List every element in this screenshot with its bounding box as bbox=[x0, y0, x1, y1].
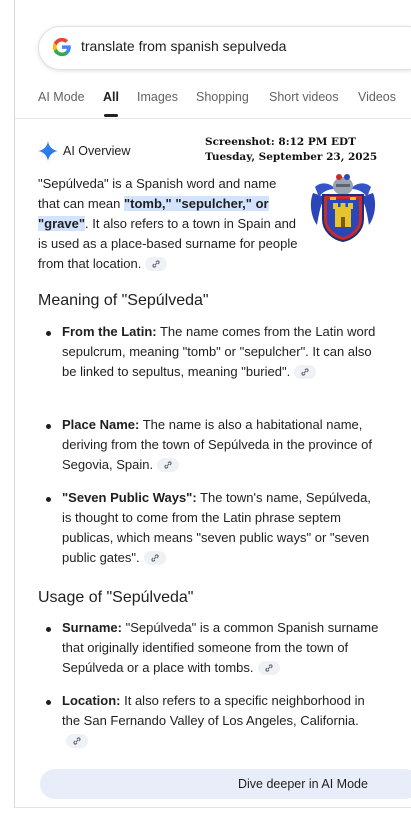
section-heading-usage: Usage of "Sepúlveda" bbox=[38, 589, 194, 606]
dive-deeper-button[interactable] bbox=[40, 769, 411, 799]
list-item bbox=[62, 618, 382, 678]
source-link-chip[interactable] bbox=[294, 365, 316, 379]
tab-images[interactable]: Images bbox=[137, 90, 178, 104]
list-item bbox=[62, 415, 382, 475]
tab-shopping[interactable]: Shopping bbox=[196, 90, 249, 104]
ai-overview-intro bbox=[38, 174, 300, 274]
bullet-dot bbox=[46, 627, 51, 632]
list-item-term: "Seven Public Ways": bbox=[62, 490, 197, 505]
intro-text-end: . It also refers to a town in Spain and is used as a place-based surname for people from that location. bbox=[38, 216, 298, 271]
list-item bbox=[62, 691, 382, 751]
tab-all[interactable]: All bbox=[103, 90, 119, 104]
bullet-dot bbox=[46, 497, 51, 502]
bullet-dot bbox=[46, 700, 51, 705]
link-icon bbox=[300, 367, 310, 377]
list-item bbox=[62, 322, 382, 382]
dive-deeper-label: Dive deeper in AI Mode bbox=[238, 777, 368, 791]
link-icon bbox=[264, 663, 274, 673]
list-item bbox=[62, 488, 382, 568]
tab-short-videos[interactable]: Short videos bbox=[269, 90, 339, 104]
ai-sparkle-icon bbox=[38, 141, 58, 161]
tabs-divider bbox=[14, 118, 411, 119]
link-icon bbox=[151, 259, 161, 269]
window-left-edge bbox=[0, 0, 15, 832]
source-link-chip[interactable] bbox=[66, 734, 88, 748]
list-item-text: "Sepúlveda" is a common Spanish surname that originally identified someone from the town of Sepúlveda or a place with tombs. bbox=[62, 620, 379, 675]
bullet-dot bbox=[46, 331, 51, 336]
source-link-chip[interactable] bbox=[157, 458, 179, 472]
list-item-term: Surname: bbox=[62, 620, 122, 635]
list-item-term: Location: bbox=[62, 693, 121, 708]
list-item-text: The name comes from the Latin word sepulcrum, meaning "tomb" or "sepulcher". It can also be linked to sepultus, meaning "buried". bbox=[62, 324, 376, 379]
window-bottom-edge bbox=[14, 807, 411, 832]
link-icon bbox=[150, 553, 160, 563]
ai-overview-title: AI Overview bbox=[63, 144, 131, 158]
link-icon bbox=[72, 736, 82, 746]
list-item-term: From the Latin: bbox=[62, 324, 157, 339]
google-logo-icon bbox=[51, 36, 73, 58]
list-item-term: Place Name: bbox=[62, 417, 140, 432]
source-link-chip[interactable] bbox=[145, 257, 167, 271]
bullet-dot bbox=[46, 424, 51, 429]
intro-highlight: "tomb," "sepulcher," or "grave" bbox=[38, 196, 269, 231]
search-bar[interactable] bbox=[38, 26, 411, 70]
link-icon bbox=[163, 460, 173, 470]
screenshot-stamp bbox=[205, 135, 377, 165]
list-item-text: It also refers to a specific neighborhood in the San Fernando Valley of Los Angeles, California. bbox=[62, 693, 365, 728]
search-input[interactable]: translate from spanish sepulveda bbox=[81, 38, 287, 54]
active-tab-indicator bbox=[104, 114, 118, 117]
intro-text-start: "Sepúlveda" is a Spanish word and name that can mean bbox=[38, 176, 277, 211]
tab-videos[interactable]: Videos bbox=[358, 90, 396, 104]
stamp-line-date: Tuesday, September 23, 2025 bbox=[205, 151, 378, 163]
source-link-chip[interactable] bbox=[144, 551, 166, 565]
tab-ai-mode[interactable]: AI Mode bbox=[38, 90, 85, 104]
list-item-text: The town's name, Sepúlveda, is thought to come from the Latin phrase septem publicas, which means "seven public ways" or "seven public gates". bbox=[62, 490, 371, 565]
section-heading-meaning: Meaning of "Sepúlveda" bbox=[38, 292, 209, 309]
source-link-chip[interactable] bbox=[258, 661, 280, 675]
list-item-text: The name is also a habitational name, deriving from the town of Sepúlveda in the province of Segovia, Spain. bbox=[62, 417, 373, 472]
coat-of-arms-image[interactable] bbox=[309, 173, 377, 243]
stamp-line-time: Screenshot: 8:12 PM EDT bbox=[205, 136, 356, 148]
